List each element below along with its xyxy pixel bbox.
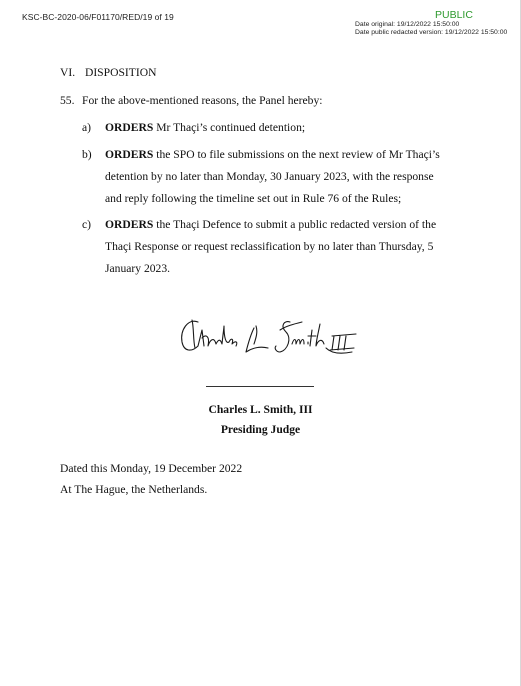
classification-label: PUBLIC — [435, 9, 473, 21]
date-original: Date original: 19/12/2022 15:50:00 — [355, 21, 460, 28]
signatory-name: Charles L. Smith, III — [208, 403, 313, 416]
order-keyword: ORDERS — [105, 121, 154, 134]
paragraph-number: 55. — [60, 94, 75, 107]
order-letter: a) — [82, 121, 92, 134]
paragraph-intro: For the above-mentioned reasons, the Panel hereby: — [82, 94, 323, 107]
order-keyword: ORDERS — [105, 148, 154, 161]
order-line: the Thaçi Defence to submit a public redacted version of the — [156, 218, 437, 231]
order-line: the SPO to file submissions on the next review of Mr Thaçi’s — [156, 148, 440, 161]
order-letter: c) — [82, 218, 92, 231]
order-text-line — [105, 218, 436, 231]
place-line: At The Hague, the Netherlands. — [60, 483, 208, 496]
order-line: Mr Thaçi’s continued detention; — [156, 121, 306, 134]
order-line: January 2023. — [105, 262, 171, 275]
signature-line — [206, 386, 314, 387]
order-line: Thaçi Response or request reclassification by no later than Thursday, 5 — [105, 240, 434, 253]
order-line: and reply following the timeline set out in Rule 76 of the Rules; — [105, 192, 402, 205]
dated-line: Dated this Monday, 19 December 2022 — [60, 462, 243, 475]
date-redacted: Date public redacted version: 19/12/2022 15:50:00 — [355, 29, 508, 36]
section-number: VI. — [60, 66, 76, 79]
case-reference: KSC-BC-2020-06/F01170/RED/19 of 19 — [22, 12, 174, 22]
order-letter: b) — [82, 148, 92, 161]
order-text-line — [105, 148, 440, 161]
order-line: detention by no later than Monday, 30 January 2023, with the response — [105, 170, 434, 183]
handwritten-signature — [176, 308, 376, 368]
order-text-line — [105, 121, 305, 134]
section-heading — [60, 66, 156, 79]
signatory-title: Presiding Judge — [220, 423, 301, 436]
section-title: DISPOSITION — [84, 66, 157, 79]
order-keyword: ORDERS — [105, 218, 154, 231]
